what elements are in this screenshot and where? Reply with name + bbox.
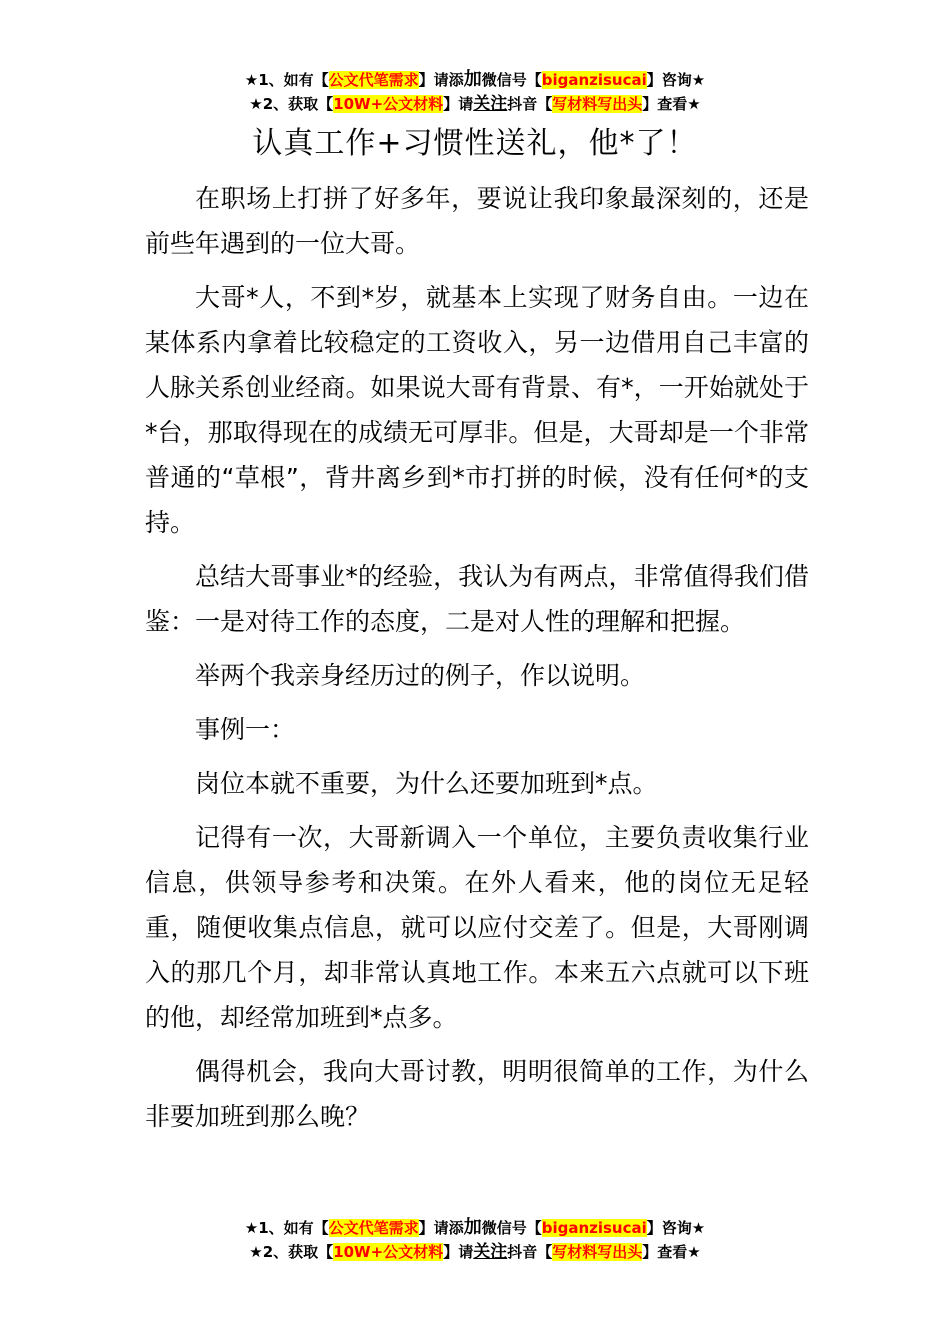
- banner-line-1: [0, 68, 950, 92]
- banner-text: ★1、如有【: [244, 1219, 329, 1237]
- banner-text: 】请添: [418, 71, 464, 89]
- banner-text: 】查看★: [642, 95, 701, 113]
- paragraph: 大哥*人，不到*岁，就基本上实现了财务自由。一边在某体系内拿着比较稳定的工资收入，另一边借用自己丰富的人脉关系创业经商。如果说大哥有背景、有*，一开始就处于*台，那取得现在的成绩无可厚非。但是，大哥却是一个非常普通的“草根”，背井离乡到*市打拼的时候，没有任何*的支持。: [145, 283, 809, 537]
- banner-text: 】请: [443, 95, 474, 113]
- banner-douyin-id: 写材料写出头: [552, 95, 643, 113]
- banner-line-1: [0, 1216, 950, 1240]
- article-title: 认真工作+习惯性送礼，他*了！: [252, 126, 698, 161]
- header-banner: [0, 68, 950, 116]
- banner-highlight: 公文代笔需求: [328, 1219, 419, 1237]
- banner-line-2: [0, 1240, 950, 1264]
- banner-text: 微信号【: [481, 1219, 542, 1237]
- paragraph: 岗位本就不重要，为什么还要加班到*点。: [195, 769, 658, 798]
- banner-wechat-id: biganzisucai: [541, 71, 647, 89]
- banner-text: 】请添: [418, 1219, 464, 1237]
- banner-line-2: [0, 92, 950, 116]
- banner-wechat-id: biganzisucai: [541, 1219, 647, 1237]
- paragraph: 举两个我亲身经历过的例子，作以说明。: [195, 661, 646, 690]
- banner-text: ★1、如有【: [244, 71, 329, 89]
- banner-text: 微信号【: [481, 71, 542, 89]
- banner-text: 】查看★: [642, 1243, 701, 1261]
- banner-text: ★2、获取【: [249, 95, 334, 113]
- banner-emphasis: 关注: [473, 1242, 508, 1262]
- banner-highlight: 公文代笔需求: [328, 71, 419, 89]
- banner-highlight: 10W+公文材料: [333, 95, 444, 113]
- paragraph: 记得有一次，大哥新调入一个单位，主要负责收集行业信息，供领导参考和决策。在外人看来，他的岗位无足轻重，随便收集点信息，就可以应付交差了。但是，大哥刚调入的那几个月，却非常认真地工作。本来五六点就可以下班的他，却经常加班到*点多。: [145, 823, 809, 1032]
- paragraph: 事例一：: [195, 715, 296, 744]
- banner-text: ★2、获取【: [249, 1243, 334, 1261]
- banner-text: 】咨询★: [646, 1219, 706, 1237]
- banner-text: 】请: [443, 1243, 474, 1261]
- banner-emphasis: 关注: [473, 94, 508, 114]
- paragraph: 总结大哥事业*的经验，我认为有两点，非常值得我们借鉴：一是对待工作的态度，二是对人性的理解和把握。: [145, 562, 809, 636]
- banner-text: 抖音【: [507, 1243, 553, 1261]
- banner-douyin-id: 写材料写出头: [552, 1243, 643, 1261]
- banner-highlight: 10W+公文材料: [333, 1243, 444, 1261]
- banner-text: 抖音【: [507, 95, 553, 113]
- banner-emphasis: 加: [463, 69, 482, 90]
- paragraph: 偶得机会，我向大哥讨教，明明很简单的工作，为什么非要加班到那么晚？: [145, 1057, 809, 1131]
- banner-emphasis: 加: [463, 1217, 482, 1238]
- banner-text: 】咨询★: [646, 71, 706, 89]
- footer-banner: [0, 1216, 950, 1264]
- paragraph: 在职场上打拼了好多年，要说让我印象最深刻的，还是前些年遇到的一位大哥。: [145, 184, 809, 258]
- article-body: [145, 176, 809, 1148]
